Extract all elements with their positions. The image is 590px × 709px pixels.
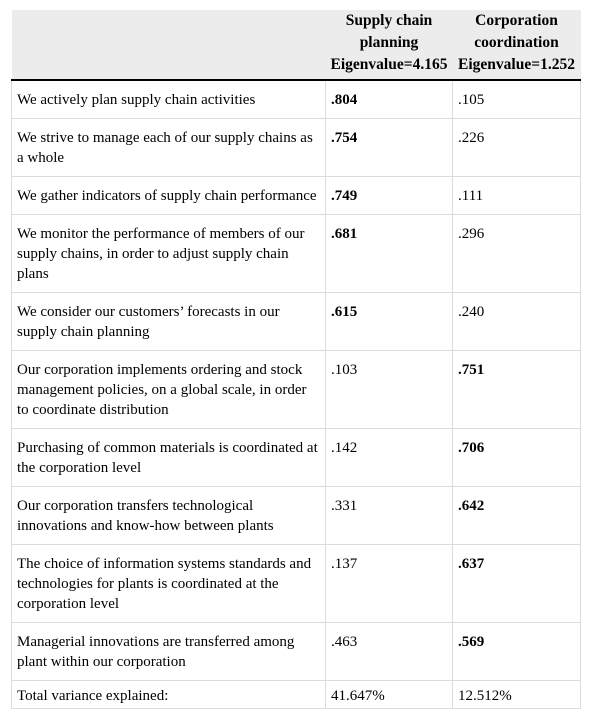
- row-loading-corporation-coordination: .642: [453, 487, 581, 545]
- row-loading-corporation-coordination: .296: [453, 215, 581, 293]
- header-col3-line1: Corporation: [475, 12, 558, 29]
- header-row: [12, 10, 581, 80]
- row-item-text: Purchasing of common materials is coordinated at the corporation level: [12, 429, 326, 487]
- header-col3-eigenvalue: Eigenvalue=1.252: [458, 56, 575, 73]
- header-item-column: [12, 10, 326, 80]
- total-variance-f2: 12.512%: [453, 681, 581, 709]
- header-col2-line1: Supply chain: [345, 12, 433, 29]
- factor-loadings-table: [11, 10, 581, 709]
- row-loading-corporation-coordination: .240: [453, 293, 581, 351]
- row-loading-corporation-coordination: .751: [453, 351, 581, 429]
- total-variance-f1: 41.647%: [326, 681, 453, 709]
- row-item-text: Our corporation transfers technological innovations and know-how between plants: [12, 487, 326, 545]
- row-item-text: The choice of information systems standards and technologies for plants is coordinated at the corporation level: [12, 545, 326, 623]
- row-loading-corporation-coordination: .706: [453, 429, 581, 487]
- table-row: [12, 545, 581, 623]
- row-loading-corporation-coordination: .111: [453, 177, 581, 215]
- total-variance-row: [12, 681, 581, 709]
- table-row: [12, 80, 581, 119]
- row-loading-supply-chain-planning: .142: [326, 429, 453, 487]
- row-loading-supply-chain-planning: .804: [326, 80, 453, 119]
- row-loading-supply-chain-planning: .754: [326, 119, 453, 177]
- row-item-text: We actively plan supply chain activities: [12, 80, 326, 119]
- header-col2-line2: planning: [359, 34, 419, 51]
- table-row: [12, 177, 581, 215]
- row-loading-supply-chain-planning: .137: [326, 545, 453, 623]
- row-item-text: We strive to manage each of our supply chains as a whole: [12, 119, 326, 177]
- row-loading-supply-chain-planning: .463: [326, 623, 453, 681]
- table-row: [12, 293, 581, 351]
- table-row: [12, 351, 581, 429]
- header-col3-line2: coordination: [474, 34, 559, 51]
- row-loading-supply-chain-planning: .681: [326, 215, 453, 293]
- table-row: [12, 119, 581, 177]
- row-loading-corporation-coordination: .226: [453, 119, 581, 177]
- row-loading-supply-chain-planning: .615: [326, 293, 453, 351]
- header-col2-eigenvalue: Eigenvalue=4.165: [330, 56, 448, 73]
- row-loading-supply-chain-planning: .103: [326, 351, 453, 429]
- table-row: [12, 215, 581, 293]
- row-item-text: We gather indicators of supply chain performance: [12, 177, 326, 215]
- row-loading-corporation-coordination: .569: [453, 623, 581, 681]
- table-row: [12, 429, 581, 487]
- table-header: [12, 10, 581, 80]
- row-item-text: We monitor the performance of members of our supply chains, in order to adjust supply chain plans: [12, 215, 326, 293]
- row-item-text: Our corporation implements ordering and stock management policies, on a global scale, in order to coordinate distribution: [12, 351, 326, 429]
- row-loading-supply-chain-planning: .749: [326, 177, 453, 215]
- header-corporation-coordination: [453, 10, 581, 80]
- header-supply-chain-planning: [326, 10, 453, 80]
- table-row: [12, 487, 581, 545]
- table-body: [12, 80, 581, 709]
- row-item-text: We consider our customers’ forecasts in our supply chain planning: [12, 293, 326, 351]
- row-item-text: Managerial innovations are transferred among plant within our corporation: [12, 623, 326, 681]
- row-loading-corporation-coordination: .105: [453, 80, 581, 119]
- total-variance-label: Total variance explained:: [12, 681, 326, 709]
- table-row: [12, 623, 581, 681]
- row-loading-supply-chain-planning: .331: [326, 487, 453, 545]
- row-loading-corporation-coordination: .637: [453, 545, 581, 623]
